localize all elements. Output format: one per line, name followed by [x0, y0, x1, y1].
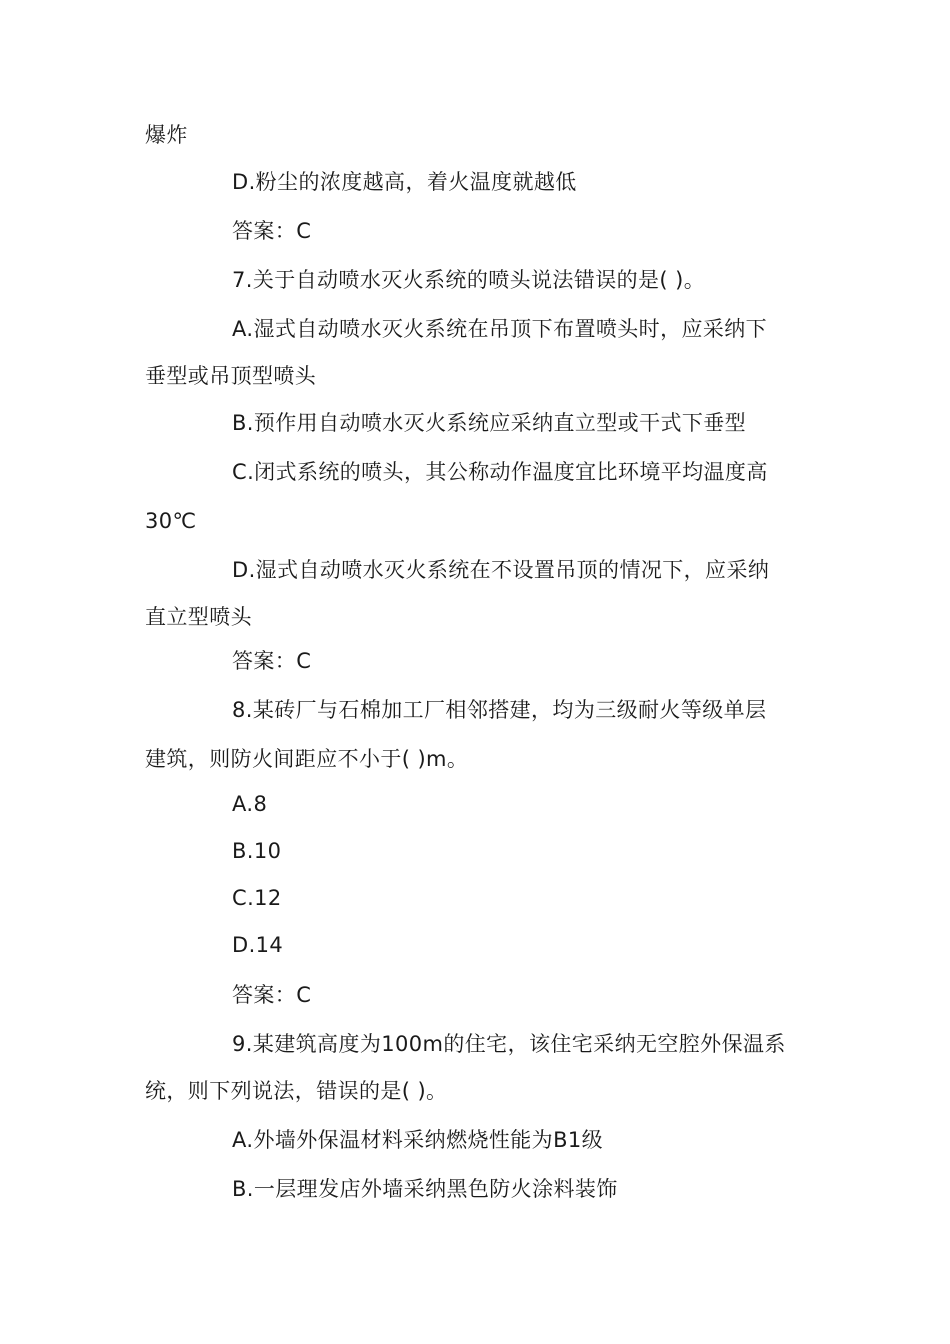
option-c-q7-cont: 30℃	[145, 509, 197, 533]
option-a-q7: A.湿式自动喷水灭火系统在吊顶下布置喷头时，应采纳下	[232, 317, 768, 341]
option-c-q7: C.闭式系统的喷头，其公称动作温度宜比环境平均温度高	[232, 460, 768, 484]
option-d-q7-cont: 直立型喷头	[145, 605, 252, 629]
question-7: 7.关于自动喷水灭火系统的喷头说法错误的是( )。	[232, 268, 706, 292]
option-a-q8: A.8	[232, 792, 268, 816]
answer-q8: 答案：C	[232, 983, 312, 1007]
option-d-q7: D.湿式自动喷水灭火系统在不设置吊顶的情况下，应采纳	[232, 558, 770, 582]
option-d-q6: D.粉尘的浓度越高，着火温度就越低	[232, 170, 577, 194]
option-b-q7: B.预作用自动喷水灭火系统应采纳直立型或干式下垂型	[232, 411, 747, 435]
question-8-cont: 建筑，则防火间距应不小于( )m。	[145, 747, 469, 771]
option-b-q9: B.一层理发店外墙采纳黑色防火涂料装饰	[232, 1177, 618, 1201]
answer-q6: 答案：C	[232, 219, 312, 243]
question-8: 8.某砖厂与石棉加工厂相邻搭建，均为三级耐火等级单层	[232, 698, 767, 722]
question-9: 9.某建筑高度为100m的住宅，该住宅采纳无空腔外保温系	[232, 1032, 786, 1056]
option-a-q9: A.外墙外保温材料采纳燃烧性能为B1级	[232, 1128, 604, 1152]
option-b-q8: B.10	[232, 839, 282, 863]
option-c-q8: C.12	[232, 886, 282, 910]
option-a-q7-cont: 垂型或吊顶型喷头	[145, 364, 317, 388]
text-line-continuation: 爆炸	[145, 123, 188, 147]
option-d-q8: D.14	[232, 933, 284, 957]
answer-q7: 答案：C	[232, 649, 312, 673]
question-9-cont: 统，则下列说法，错误的是( )。	[145, 1079, 448, 1103]
